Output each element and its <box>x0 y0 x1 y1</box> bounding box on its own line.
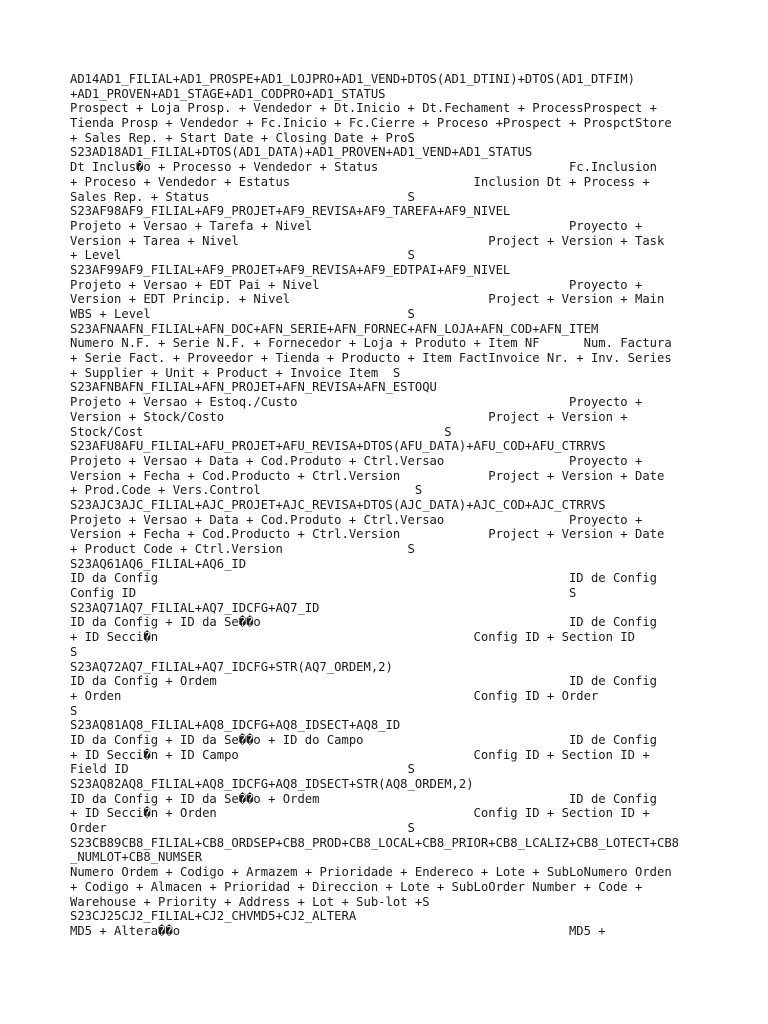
text-line: Version + EDT Princip. + Nivel Project + Version + Main <box>70 292 665 307</box>
text-line: S23AD18AD1_FILIAL+DTOS(AD1_DATA)+AD1_PROVEN+AD1_VEND+AD1_STATUS <box>70 145 533 160</box>
text-line: Numero Ordem + Codigo + Armazem + Prioridade + Endereco + Lote + SubLoNumero Orden <box>70 865 672 880</box>
text-line: Order S <box>70 821 415 836</box>
text-line: S23AF98AF9_FILIAL+AF9_PROJET+AF9_REVISA+AF9_TAREFA+AF9_NIVEL <box>70 204 511 219</box>
text-line: + ID Secci�n Config ID + Section ID <box>70 630 635 645</box>
text-line: Projeto + Versao + Estoq./Custo Proyecto + <box>70 395 643 410</box>
text-line: ID da Config + ID da Se��o + ID do Campo ID de Config <box>70 732 657 747</box>
text-line: Warehouse + Priority + Address + Lot + Sub-lot +S <box>70 894 430 909</box>
text-line: Config ID S <box>70 586 577 601</box>
text-line: S23AQ72AQ7_FILIAL+AQ7_IDCFG+STR(AQ7_ORDEM,2) <box>70 659 393 674</box>
text-line: S <box>70 644 78 659</box>
text-line: Stock/Cost S <box>70 424 452 439</box>
text-line: S23AFNBAFN_FILIAL+AFN_PROJET+AFN_REVISA+AFN_ESTOQU <box>70 380 437 395</box>
text-line: + Supplier + Unit + Product + Invoice Item S <box>70 365 401 380</box>
text-line: +AD1_PROVEN+AD1_STAGE+AD1_CODPRO+AD1_STATUS <box>70 86 386 101</box>
text-line: S23CB89CB8_FILIAL+CB8_ORDSEP+CB8_PROD+CB8_LOCAL+CB8_PRIOR+CB8_LCALIZ+CB8_LOTECT+CB8 <box>70 835 680 850</box>
text-line: S23AQ61AQ6_FILIAL+AQ6_ID <box>70 556 247 571</box>
text-line: ID da Config + ID da Se��o ID de Config <box>70 615 657 630</box>
text-line: S23AQ71AQ7_FILIAL+AQ7_IDCFG+AQ7_ID <box>70 600 320 615</box>
text-line: + Serie Fact. + Proveedor + Tienda + Producto + Item FactInvoice Nr. + Inv. Series <box>70 351 672 366</box>
text-line: + Sales Rep. + Start Date + Closing Date + ProS <box>70 130 415 145</box>
text-line: S23AFU8AFU_FILIAL+AFU_PROJET+AFU_REVISA+DTOS(AFU_DATA)+AFU_COD+AFU_CTRRVS <box>70 439 606 454</box>
text-line: + ID Secci�n + ID Campo Config ID + Section ID + <box>70 747 650 762</box>
text-line: Tienda Prosp + Vendedor + Fc.Inicio + Fc.Cierre + Proceso +Prospect + ProspctStore <box>70 116 672 131</box>
text-line: Version + Stock/Costo Project + Version + <box>70 409 628 424</box>
text-line: Projeto + Versao + Data + Cod.Produto + Ctrl.Versao Proyecto + <box>70 512 643 527</box>
text-line: MD5 + Altera��o MD5 + <box>70 923 606 938</box>
text-line: Version + Fecha + Cod.Producto + Ctrl.Version Project + Version + Date <box>70 527 665 542</box>
text-line: + ID Secci�n + Orden Config ID + Section ID + <box>70 806 650 821</box>
text-line: + Level S <box>70 248 415 263</box>
document-text <box>70 72 710 939</box>
text-line: Prospect + Loja Prosp. + Vendedor + Dt.Inicio + Dt.Fechament + ProcessProspect + <box>70 101 657 116</box>
text-line: S <box>70 703 78 718</box>
text-line: ID da Config + ID da Se��o + Ordem ID de Config <box>70 791 657 806</box>
text-line: Projeto + Versao + Tarefa + Nivel Proyecto + <box>70 218 643 233</box>
text-line: + Prod.Code + Vers.Control S <box>70 483 423 498</box>
text-line: Sales Rep. + Status S <box>70 189 415 204</box>
text-line: Dt Inclus�o + Processo + Vendedor + Status Fc.Inclusion <box>70 160 657 175</box>
text-line: ID da Config + Ordem ID de Config <box>70 674 657 689</box>
text-line: Version + Fecha + Cod.Producto + Ctrl.Version Project + Version + Date <box>70 468 665 483</box>
text-line: S23AJC3AJC_FILIAL+AJC_PROJET+AJC_REVISA+DTOS(AJC_DATA)+AJC_COD+AJC_CTRRVS <box>70 497 606 512</box>
text-line: AD14AD1_FILIAL+AD1_PROSPE+AD1_LOJPRO+AD1_VEND+DTOS(AD1_DTINI)+DTOS(AD1_DTFIM) <box>70 72 635 86</box>
text-line: Projeto + Versao + EDT Pai + Nivel Proyecto + <box>70 277 643 292</box>
text-line: S23CJ25CJ2_FILIAL+CJ2_CHVMD5+CJ2_ALTERA <box>70 909 357 924</box>
text-line: + Product Code + Ctrl.Version S <box>70 542 415 556</box>
text-line: Version + Tarea + Nivel Project + Version + Task <box>70 233 665 248</box>
text-line: ID da Config ID de Config <box>70 571 657 586</box>
text-line: _NUMLOT+CB8_NUMSER <box>70 850 203 865</box>
text-line: Numero N.F. + Serie N.F. + Fornecedor + Loja + Produto + Item NF Num. Factura <box>70 336 672 351</box>
text-line: S23AQ81AQ8_FILIAL+AQ8_IDCFG+AQ8_IDSECT+AQ8_ID <box>70 718 401 733</box>
text-line: + Proceso + Vendedor + Estatus Inclusion Dt + Process + <box>70 174 650 189</box>
text-line: WBS + Level S <box>70 307 415 321</box>
text-line: + Orden Config ID + Order <box>70 688 599 703</box>
text-line: + Codigo + Almacen + Prioridad + Direccion + Lote + SubLoOrder Number + Code + <box>70 879 643 894</box>
text-line: S23AF99AF9_FILIAL+AF9_PROJET+AF9_REVISA+AF9_EDTPAI+AF9_NIVEL <box>70 262 511 277</box>
text-line: S23AFNAAFN_FILIAL+AFN_DOC+AFN_SERIE+AFN_FORNEC+AFN_LOJA+AFN_COD+AFN_ITEM <box>70 321 599 336</box>
text-line: S23AQ82AQ8_FILIAL+AQ8_IDCFG+AQ8_IDSECT+STR(AQ8_ORDEM,2) <box>70 777 474 791</box>
text-line: Field ID S <box>70 762 415 777</box>
text-line: Projeto + Versao + Data + Cod.Produto + Ctrl.Versao Proyecto + <box>70 453 643 468</box>
